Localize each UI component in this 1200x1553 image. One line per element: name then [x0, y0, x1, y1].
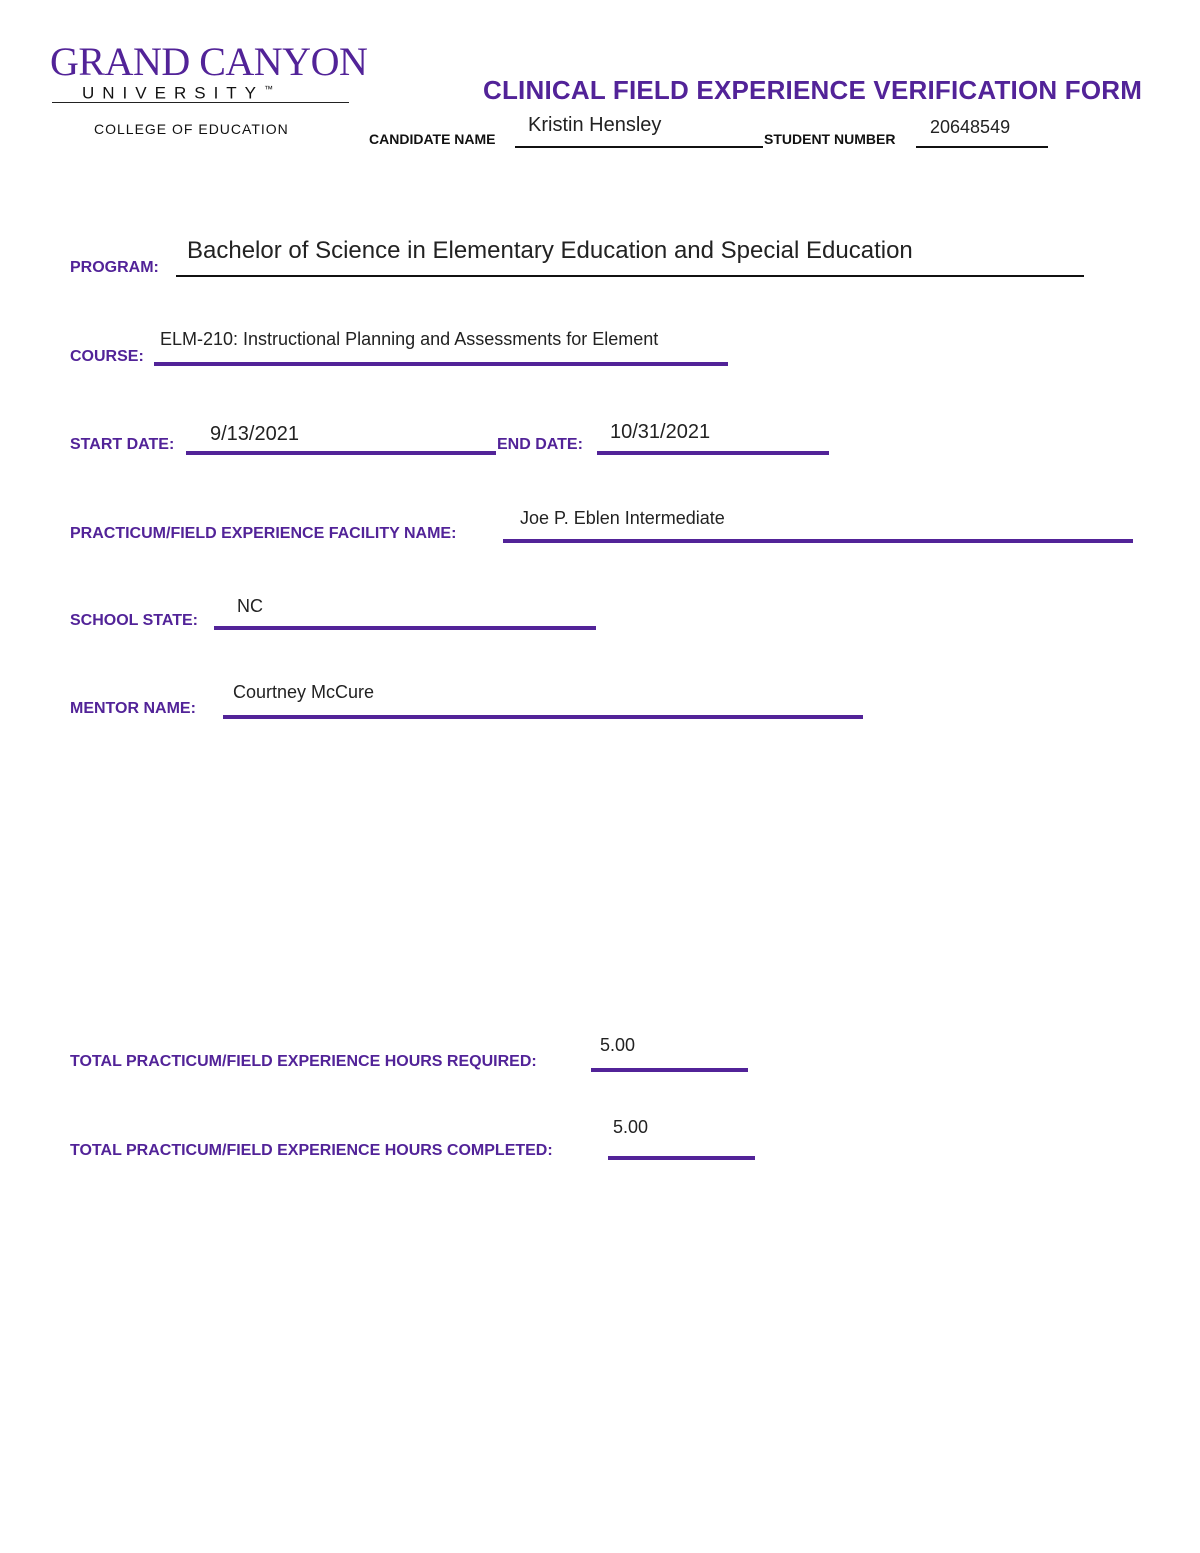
candidate-name-label: CANDIDATE NAME	[369, 131, 496, 147]
hours-required-value: 5.00	[600, 1035, 636, 1055]
program-value: Bachelor of Science in Elementary Education and Special Education	[187, 237, 913, 264]
hours-completed-line	[608, 1156, 755, 1160]
logo-university-text: UNIVERSITY	[82, 83, 265, 103]
candidate-name-line	[515, 146, 763, 148]
school-state-value: NC	[237, 596, 263, 616]
end-date-label: END DATE:	[497, 436, 583, 453]
hours-completed-label: TOTAL PRACTICUM/FIELD EXPERIENCE HOURS COMPLETED:	[70, 1142, 553, 1159]
form-title: CLINICAL FIELD EXPERIENCE VERIFICATION FORM	[483, 75, 1143, 105]
trademark-mark: ™	[264, 84, 274, 94]
candidate-name-value: Kristin Hensley	[528, 114, 662, 136]
facility-label: PRACTICUM/FIELD EXPERIENCE FACILITY NAME:	[70, 525, 457, 542]
student-number-line	[916, 146, 1048, 148]
mentor-name-label: MENTOR NAME:	[70, 700, 196, 717]
student-number-label: STUDENT NUMBER	[764, 131, 896, 147]
student-number-value: 20648549	[930, 117, 1011, 137]
course-line	[154, 362, 728, 366]
facility-line	[503, 539, 1133, 543]
university-logo-wordmark: GRAND CANYON	[50, 39, 368, 84]
course-label: COURSE:	[70, 348, 144, 365]
school-state-label: SCHOOL STATE:	[70, 612, 198, 629]
college-name: COLLEGE OF EDUCATION	[94, 121, 289, 137]
mentor-name-value: Courtney McCure	[233, 682, 375, 702]
hours-required-line	[591, 1068, 748, 1072]
logo-divider	[52, 102, 349, 103]
end-date-value: 10/31/2021	[610, 421, 711, 443]
school-state-line	[214, 626, 596, 630]
facility-value: Joe P. Eblen Intermediate	[520, 508, 725, 528]
program-label: PROGRAM:	[70, 259, 159, 276]
start-date-value: 9/13/2021	[210, 423, 299, 445]
program-line	[176, 275, 1084, 277]
start-date-label: START DATE:	[70, 436, 175, 453]
start-date-line	[186, 451, 496, 455]
end-date-line	[597, 451, 829, 455]
mentor-name-line	[223, 715, 863, 719]
university-logo-subtitle	[82, 78, 273, 105]
hours-required-label: TOTAL PRACTICUM/FIELD EXPERIENCE HOURS REQUIRED:	[70, 1053, 537, 1070]
hours-completed-value: 5.00	[613, 1117, 649, 1137]
course-value: ELM-210: Instructional Planning and Assessments for Element	[160, 329, 659, 349]
